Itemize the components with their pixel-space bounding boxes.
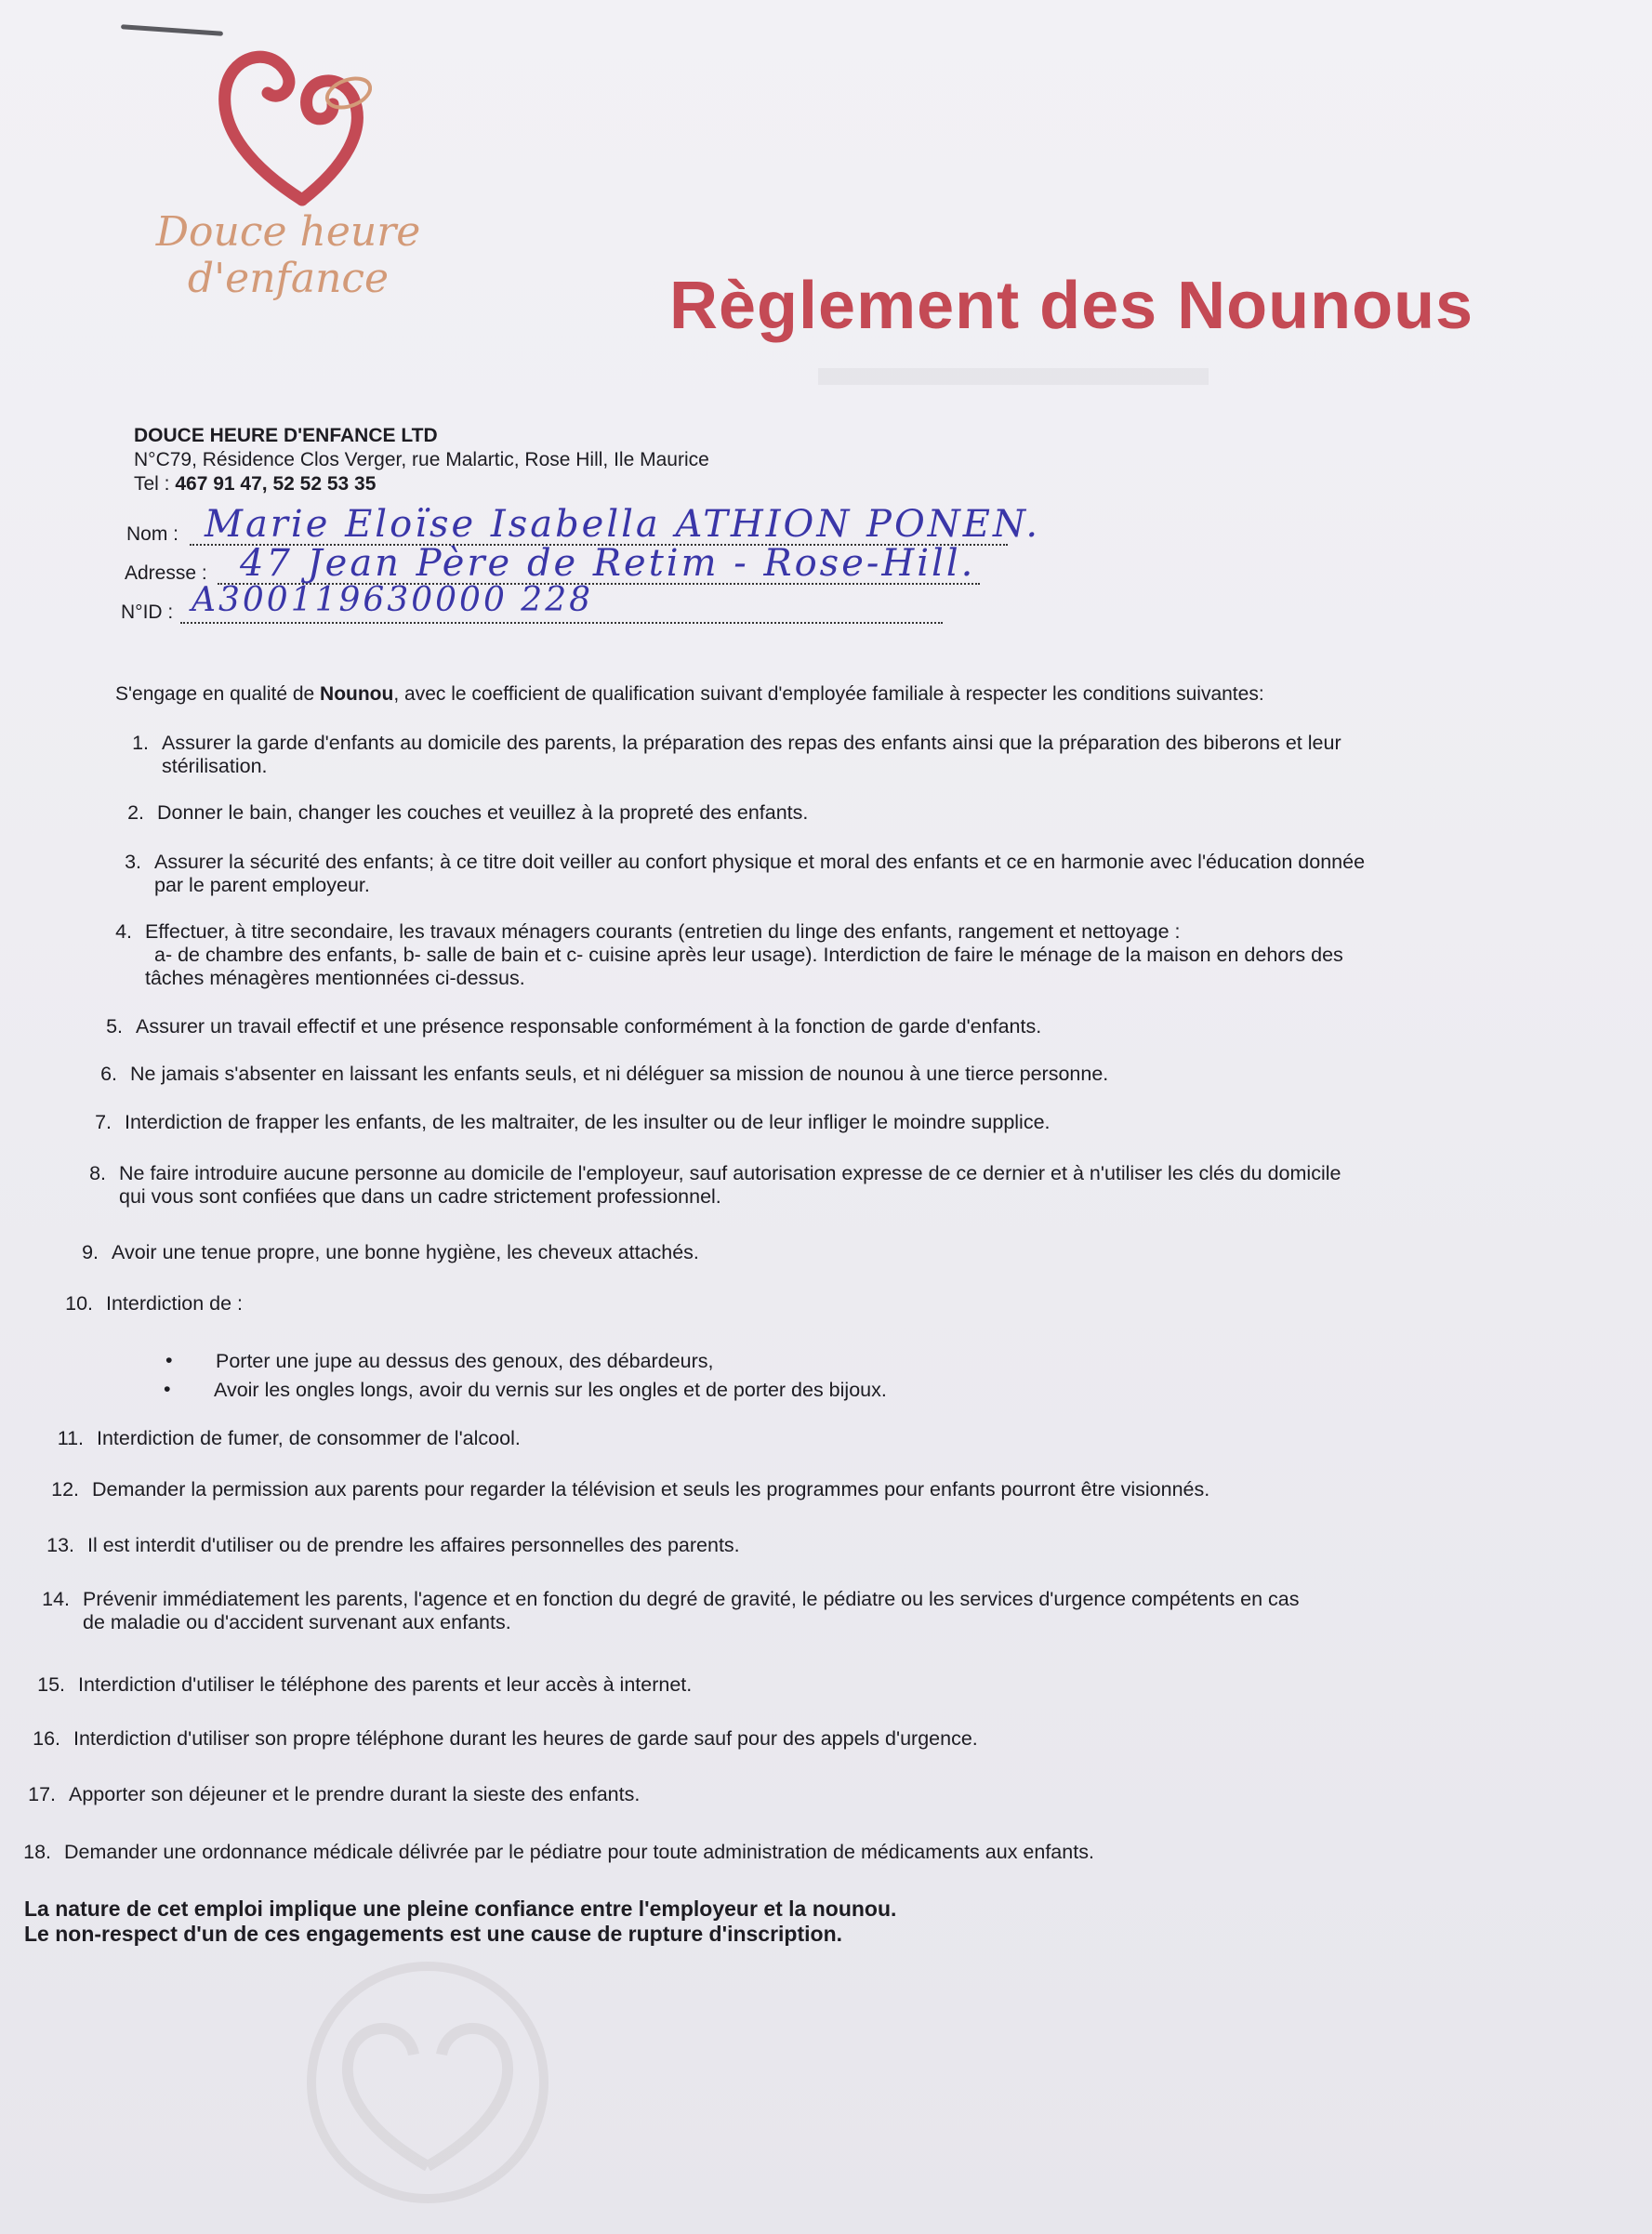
rule-text-line: Interdiction d'utiliser son propre téléphone durant les heures de garde sauf pour des appels d'urgence. (73, 1727, 978, 1750)
rule-number: 18. (23, 1841, 51, 1863)
rule-text-line: Prévenir immédiatement les parents, l'agence et en fonction du degré de gravité, le pédiatre ou les services d'urgence compétents en cas (83, 1588, 1300, 1610)
logo-text-line1: Douce heure (155, 208, 421, 256)
closing-line1: La nature de cet emploi implique une pleine confiance entre l'employeur et la nounou. (24, 1897, 897, 1921)
closing-line2: Le non-respect d'un de ces engagements est une cause de rupture d'inscription. (24, 1922, 843, 1946)
rule-text-line: Apporter son déjeuner et le prendre durant la sieste des enfants. (69, 1783, 641, 1805)
logo-text-line2: d'enfance (187, 255, 390, 302)
rule-number: 9. (82, 1241, 99, 1263)
rule-text (157, 801, 808, 825)
rule-text (154, 851, 1365, 897)
rule-number: 5. (106, 1015, 123, 1038)
rule-text (69, 1783, 640, 1806)
rule-text (97, 1427, 521, 1450)
rule-text (119, 1162, 1341, 1209)
rule-text (64, 1841, 1094, 1864)
rule-text-line: Assurer un travail effectif et une présence responsable conformément à la fonction de garde d'enfants. (136, 1015, 1042, 1038)
rule-text-line: Effectuer, à titre secondaire, les travaux ménagers courants (entretien du linge des enfants, rangement et nettoyage : (145, 920, 1181, 943)
rule-text-line: Interdiction de fumer, de consommer de l'alcool. (97, 1427, 521, 1449)
bullet-icon: • (164, 1378, 171, 1400)
nid-handwritten-value: A300119630000 228 (192, 581, 594, 619)
rule-text (106, 1292, 243, 1315)
rule-text-line: Donner le bain, changer les couches et veuillez à la propreté des enfants. (157, 801, 809, 824)
rule-text-line: Demander la permission aux parents pour regarder la télévision et seuls les programmes pour enfants pourront être visionnés. (92, 1478, 1210, 1500)
rule-text-line: Assurer la garde d'enfants au domicile des parents, la préparation des repas des enfants ainsi que la préparation des biberons et leur (162, 732, 1341, 754)
nom-label: Nom : (126, 523, 179, 545)
bullet-text: Porter une jupe au dessus des genoux, des débardeurs, (216, 1350, 714, 1372)
rule-number: 10. (65, 1292, 93, 1315)
rule-text-line: de maladie ou d'accident survenant aux enfants. (83, 1611, 511, 1633)
adresse-handwritten-value: 47 Jean Père de Retim - Rose-Hill. (240, 542, 976, 585)
rule-text-line: par le parent employeur. (154, 874, 370, 896)
rule-text-line: tâches ménagères mentionnées ci-dessus. (145, 967, 525, 989)
rule-text (87, 1534, 740, 1557)
nom-handwritten-value: Marie Eloïse Isabella ATHION PONEN. (205, 503, 1041, 546)
rule-text-line: Avoir une tenue propre, une bonne hygiène, les cheveux attachés. (112, 1241, 699, 1263)
rule-text-line: Ne jamais s'absenter en laissant les enfants seuls, et ni déléguer sa mission de nounou à une tierce personne. (130, 1063, 1109, 1085)
intro-bold: Nounou (320, 683, 394, 705)
intro-before: S'engage en qualité de (115, 683, 321, 705)
rule-number: 7. (95, 1111, 112, 1133)
rule-text (162, 732, 1341, 778)
rule-number: 2. (127, 801, 144, 824)
rule-text-line: a- de chambre des enfants, b- salle de bain et c- cuisine après leur usage). Interdiction de faire le ménage de la maison en dehors des (154, 944, 1343, 966)
rule-text (136, 1015, 1041, 1038)
rule-number: 1. (132, 732, 149, 754)
rule-text-line: Ne faire introduire aucune personne au domicile de l'employeur, sauf autorisation expresse de ce dernier et à n'utiliser les clés du domicile (119, 1162, 1341, 1184)
rule-text (78, 1673, 692, 1697)
page-title: Règlement des Nounous (669, 269, 1474, 343)
company-name: DOUCE HEURE D'ENFANCE LTD (134, 425, 438, 446)
rule-number: 3. (125, 851, 141, 873)
rule-number: 8. (89, 1162, 106, 1184)
rule-text-line: Assurer la sécurité des enfants; à ce titre doit veiller au confort physique et moral des enfants et ce en harmonie avec l'éducation donnée (154, 851, 1366, 873)
rule-number: 17. (28, 1783, 56, 1805)
bullet-text: Avoir les ongles longs, avoir du vernis sur les ongles et de porter des bijoux. (214, 1379, 887, 1401)
rule-text (145, 920, 1343, 990)
rule-number: 13. (46, 1534, 74, 1556)
phone-label: Tel : (134, 473, 176, 495)
rule-number: 15. (37, 1673, 65, 1696)
intro-after: , avec le coefficient de qualification suivant d'employée familiale à respecter les conditions suivantes: (393, 683, 1264, 705)
rule-text (130, 1063, 1108, 1086)
rule-text (73, 1727, 978, 1751)
phone-value: 467 91 47, 52 52 53 35 (175, 473, 377, 495)
company-address: N°C79, Résidence Clos Verger, rue Malartic, Rose Hill, Ile Maurice (134, 449, 709, 470)
rule-number: 11. (57, 1427, 84, 1449)
rule-number: 6. (100, 1063, 117, 1085)
rule-text-line: stérilisation. (162, 755, 268, 777)
nid-label: N°ID : (121, 601, 174, 623)
rule-number: 12. (51, 1478, 79, 1500)
rule-text (112, 1241, 699, 1264)
rule-text (83, 1588, 1300, 1634)
rule-number: 16. (33, 1727, 60, 1750)
rule-text-line: Interdiction d'utiliser le téléphone des parents et leur accès à internet. (78, 1673, 693, 1696)
rule-text-line: qui vous sont confiées que dans un cadre strictement professionnel. (119, 1185, 721, 1208)
rule-text (125, 1111, 1051, 1134)
bleed-through-mark: ▬▬▬▬▬▬▬ (818, 336, 1209, 397)
adresse-label: Adresse : (125, 562, 207, 584)
rule-text-line: Il est interdit d'utiliser ou de prendre les affaires personnelles des parents. (87, 1534, 740, 1556)
watermark-logo-icon (251, 1952, 604, 2213)
rule-text-line: Interdiction de frapper les enfants, de les maltraiter, de les insulter ou de leur infliger le moindre supplice. (125, 1111, 1051, 1133)
rule-text (92, 1478, 1209, 1501)
rule-number: 14. (42, 1588, 70, 1610)
rule-text-line: Interdiction de : (106, 1292, 244, 1315)
rule-number: 4. (115, 920, 132, 943)
bullet-icon: • (165, 1349, 173, 1371)
closing-statement (24, 1897, 896, 1947)
rule-text-line: Demander une ordonnance médicale délivrée par le pédiatre pour toute administration de médicaments aux enfants. (64, 1841, 1094, 1863)
